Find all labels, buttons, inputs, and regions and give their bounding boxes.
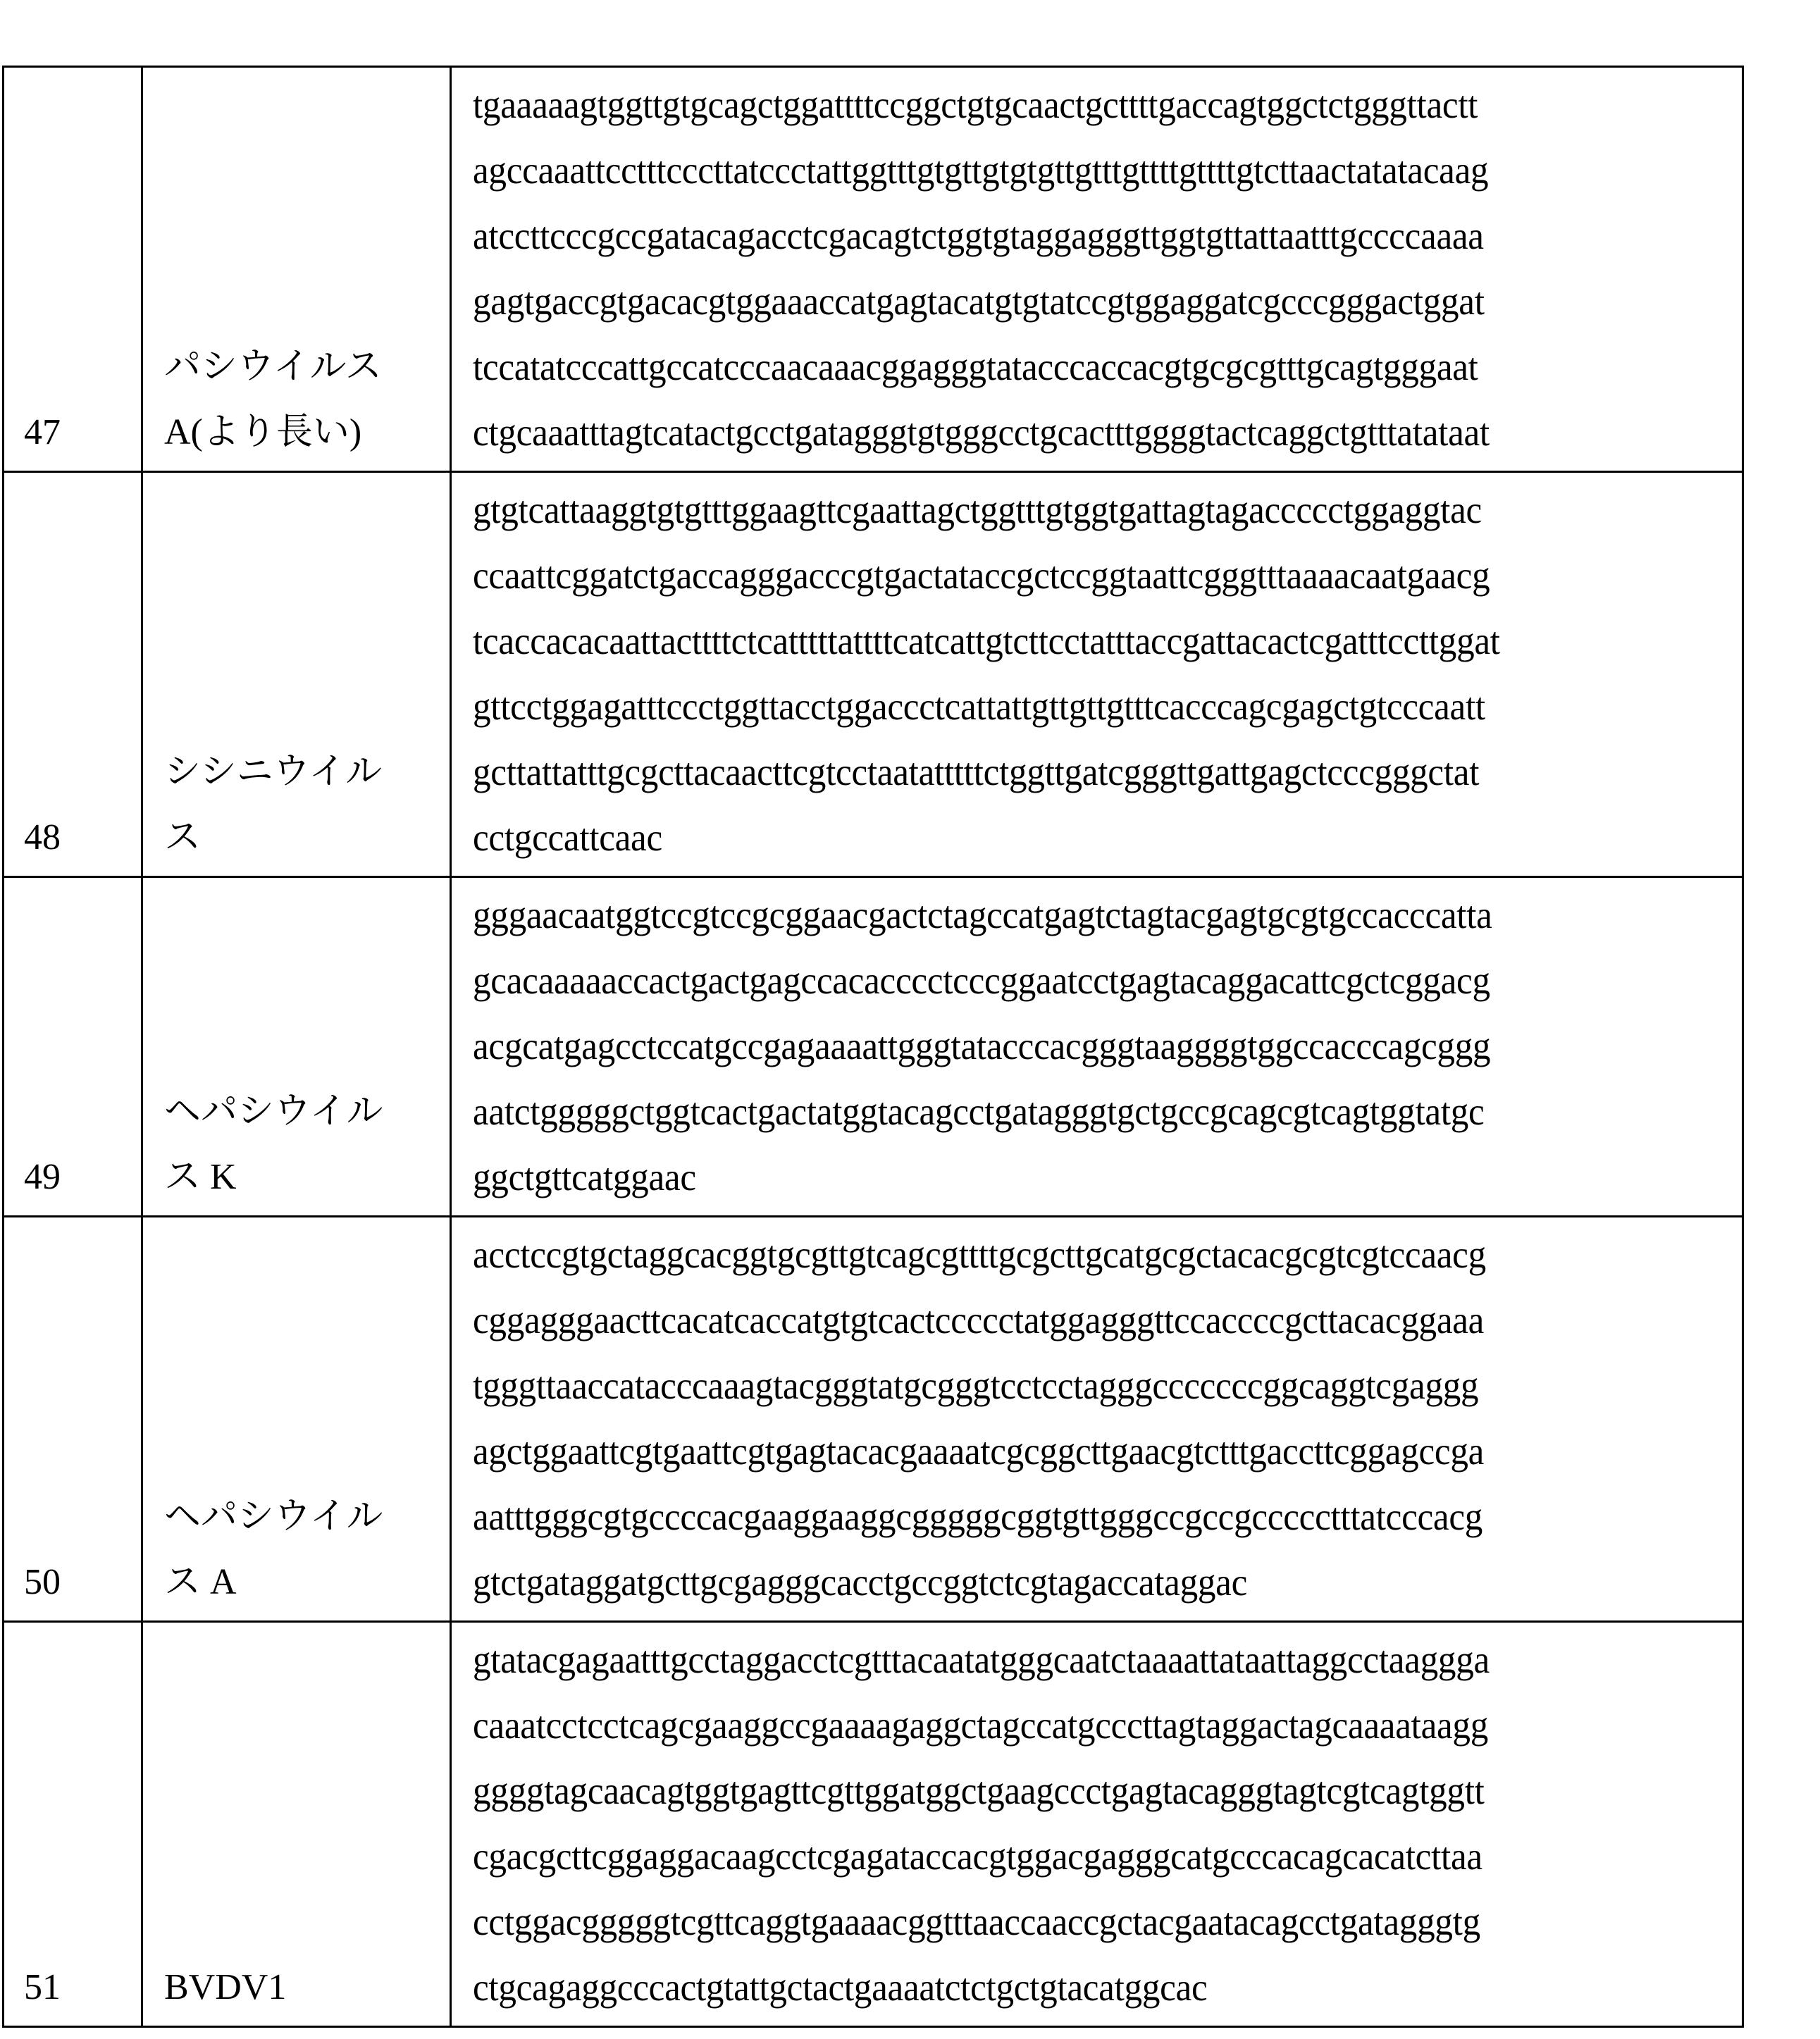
seq-id-cell: 48 xyxy=(4,472,142,877)
virus-name-line: A(より長い) xyxy=(164,399,450,465)
virus-name-cell xyxy=(142,877,451,1217)
virus-name-cell xyxy=(142,67,451,472)
sequence-line: gagtgaccgtgacacgtggaaaccatgagtacatgtgtatccgtggaggatcgcccgggactggat xyxy=(473,268,1653,334)
table-row xyxy=(4,1622,1743,2027)
sequence-line: gcttattatttgcgcttacaacttcgtcctaatatttttctggttgatcgggttgattgagctcccgggctat xyxy=(473,739,1653,805)
sequence-line: cgacgcttcggaggacaagcctcgagataccacgtggacgagggcatgcccacagcacatcttaa xyxy=(473,1823,1653,1889)
virus-name-line: シシニウイル xyxy=(164,739,450,805)
table-row xyxy=(4,472,1743,877)
sequence-line: cctggacgggggtcgttcaggtgaaaacggtttaaccaaccgctacgaatacagcctgatagggtg xyxy=(473,1889,1653,1954)
virus-name-line: BVDV1 xyxy=(164,1954,450,2020)
sequence-cell xyxy=(451,1622,1743,2027)
sequence-line: gtgtcattaaggtgtgtttggaagttcgaattagctggtttgtggtgattagtagaccccctggaggtac xyxy=(473,477,1653,543)
virus-name-cell xyxy=(142,1622,451,2027)
sequence-cell xyxy=(451,472,1743,877)
sequence-line: acctccgtgctaggcacggtgcgttgtcagcgttttgcgcttgcatgcgctacacgcgtcgtccaacg xyxy=(473,1222,1653,1287)
virus-name-line: ス A xyxy=(164,1549,450,1615)
sequence-line: gcacaaaaaccactgactgagccacacccctcccggaatcctgagtacaggacattcgctcggacg xyxy=(473,948,1653,1013)
virus-name-line: ヘパシウイル xyxy=(164,1484,450,1549)
seq-id-cell: 51 xyxy=(4,1622,142,2027)
virus-name-cell xyxy=(142,472,451,877)
sequence-line: ggctgttcatggaac xyxy=(473,1144,1653,1210)
seq-id-cell: 47 xyxy=(4,67,142,472)
sequence-line: acgcatgagcctccatgccgagaaaattgggtatacccacgggtaaggggtggccacccagcggg xyxy=(473,1013,1653,1079)
table-row xyxy=(4,877,1743,1217)
sequence-table-body xyxy=(4,67,1743,2027)
virus-name-line: ヘパシウイル xyxy=(164,1079,450,1144)
sequence-cell xyxy=(451,67,1743,472)
sequence-line: atccttcccgccgatacagacctcgacagtctggtgtaggagggttggtgttattaatttgccccaaaa xyxy=(473,203,1653,268)
sequence-line: cggagggaacttcacatcaccatgtgtcactccccctatggagggttccaccccgcttacacggaaa xyxy=(473,1287,1653,1353)
sequence-line: gggaacaatggtccgtccgcggaacgactctagccatgagtctagtacgagtgcgtgccacccatta xyxy=(473,882,1653,948)
sequence-line: ccaattcggatctgaccagggacccgtgactataccgctccggtaattcgggtttaaaacaatgaacg xyxy=(473,543,1653,608)
sequence-line: ctgcagaggcccactgtattgctactgaaaatctctgctgtacatggcac xyxy=(473,1954,1653,2020)
sequence-line: gtatacgagaatttgcctaggacctcgtttacaatatgggcaatctaaaattataattaggcctaaggga xyxy=(473,1627,1653,1692)
sequence-line: agccaaattcctttcccttatccctattggtttgtgttgtgtgttgtttgttttgttttgtcttaactatatacaag xyxy=(473,137,1653,203)
sequence-line: ggggtagcaacagtggtgagttcgttggatggctgaagccctgagtacagggtagtcgtcagtggtt xyxy=(473,1758,1653,1823)
sequence-line: caaatcctcctcagcgaaggccgaaaagaggctagccatgcccttagtaggactagcaaaataagg xyxy=(473,1692,1653,1758)
sequence-line: tgggttaaccatacccaaagtacgggtatgcgggtcctcctagggcccccccggcaggtcgaggg xyxy=(473,1353,1653,1418)
seq-id-cell: 49 xyxy=(4,877,142,1217)
table-row xyxy=(4,67,1743,472)
virus-name-line: ス xyxy=(164,805,450,870)
sequence-cell xyxy=(451,877,1743,1217)
table-row xyxy=(4,1217,1743,1622)
virus-name-line: パシウイルス xyxy=(164,334,450,399)
sequence-line: tccatatcccattgccatcccaacaaacggagggtatacccaccacgtgcgcgtttgcagtgggaat xyxy=(473,334,1653,399)
sequence-cell xyxy=(451,1217,1743,1622)
sequence-line: tgaaaaagtggttgtgcagctggattttccggctgtgcaactgcttttgaccagtggctctgggttactt xyxy=(473,72,1653,137)
sequence-line: ctgcaaatttagtcatactgcctgatagggtgtgggcctgcactttggggtactcaggctgtttatataat xyxy=(473,399,1653,465)
virus-name-line: ス K xyxy=(164,1144,450,1210)
virus-name-cell xyxy=(142,1217,451,1622)
sequence-line: tcaccacacaattacttttctcatttttattttcatcattgtcttcctatttaccgattacactcgatttccttggat xyxy=(473,608,1653,674)
sequence-line: gttcctggagatttccctggttacctggaccctcattattgttgttgtttcacccagcgagctgtcccaatt xyxy=(473,674,1653,739)
sequence-line: cctgccattcaac xyxy=(473,805,1653,870)
seq-id-cell: 50 xyxy=(4,1217,142,1622)
sequence-table xyxy=(2,66,1744,2028)
sequence-line: aatttgggcgtgccccacgaaggaaggcgggggcggtgttgggccgccgccccctttatcccacg xyxy=(473,1484,1653,1549)
sequence-line: aatctgggggctggtcactgactatggtacagcctgatagggtgctgccgcagcgtcagtggtatgc xyxy=(473,1079,1653,1144)
sequence-line: gtctgataggatgcttgcgagggcacctgccggtctcgtagaccataggac xyxy=(473,1549,1653,1615)
sequence-line: agctggaattcgtgaattcgtgagtacacgaaaatcgcggcttgaacgtctttgaccttcggagccga xyxy=(473,1418,1653,1484)
